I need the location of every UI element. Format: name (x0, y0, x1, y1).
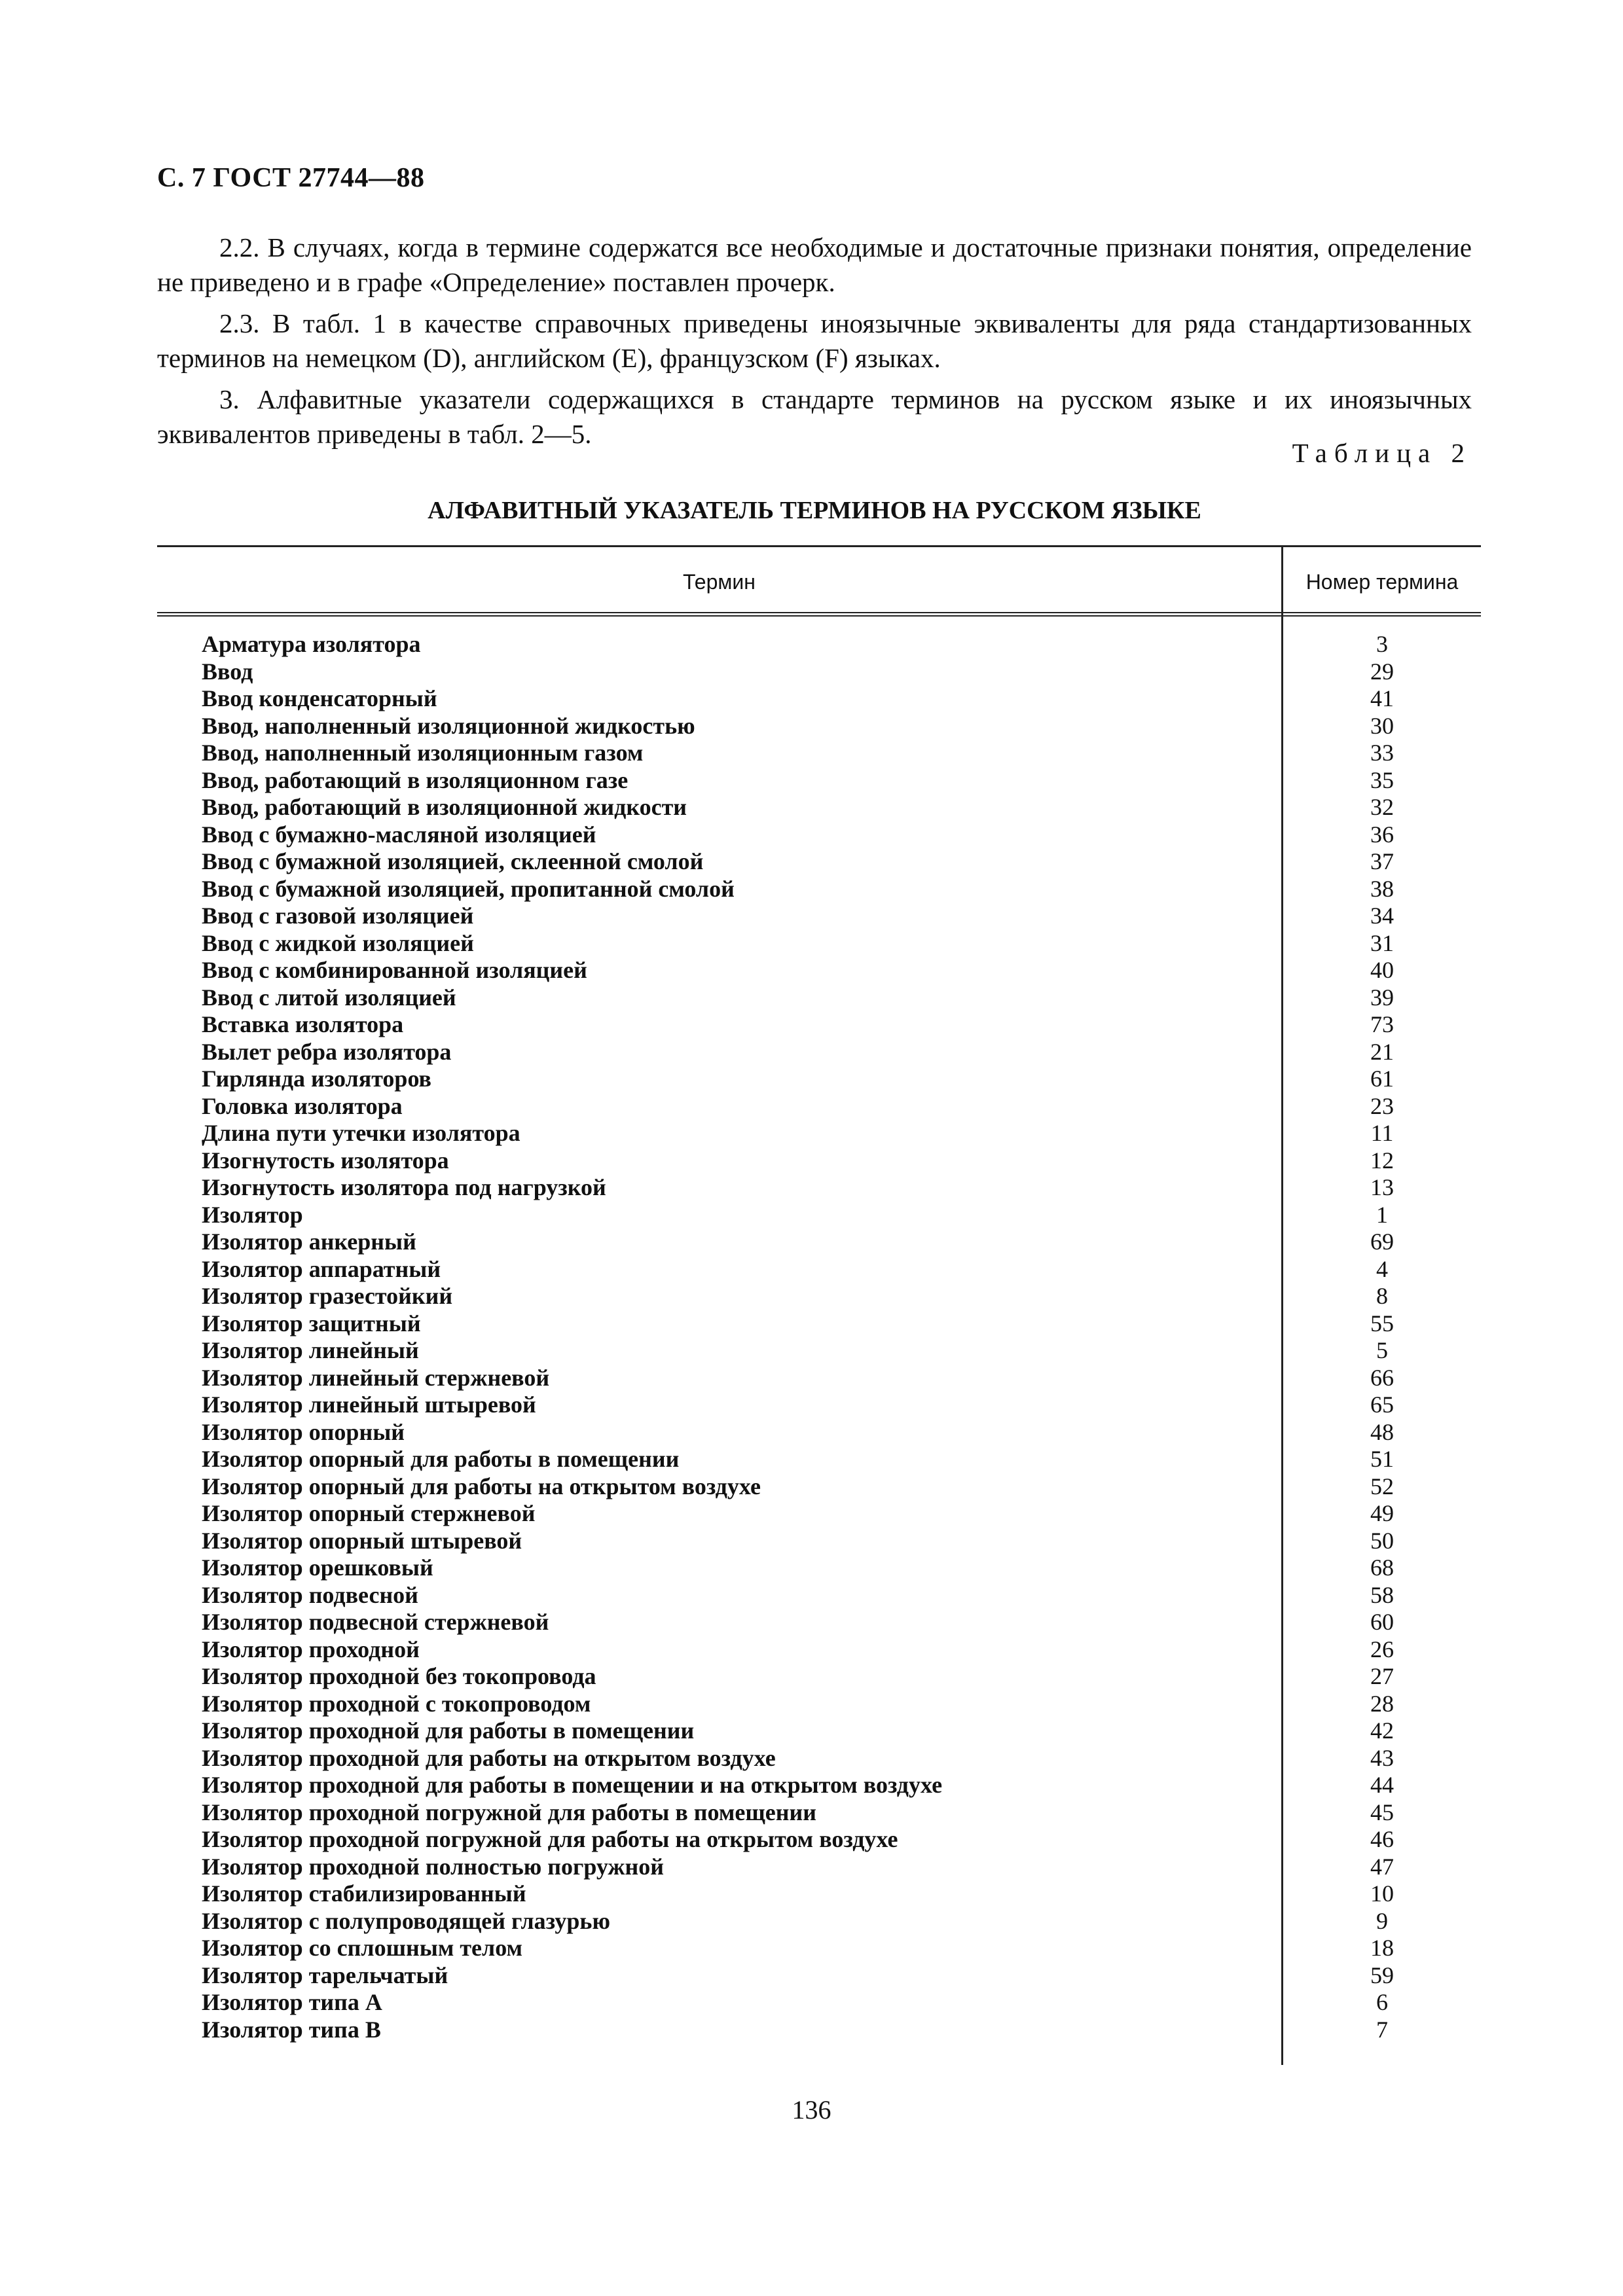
number-cell: 60 (1370, 1609, 1394, 1635)
table-row (157, 1473, 1481, 1501)
number-cell: 45 (1370, 1799, 1394, 1825)
number-cell: 23 (1370, 1092, 1394, 1119)
number-cell: 34 (1370, 903, 1394, 929)
table-row (157, 821, 1481, 849)
number-cell: 55 (1370, 1310, 1394, 1336)
table-row (157, 1636, 1481, 1664)
table-row (157, 957, 1481, 984)
term-cell: Изолятор проходной (202, 1636, 420, 1662)
term-cell: Изолятор орешковый (202, 1554, 433, 1581)
table-row (157, 713, 1481, 740)
number-cell: 66 (1370, 1364, 1394, 1391)
table-row (157, 1093, 1481, 1121)
term-cell: Изолятор аппаратный (202, 1255, 441, 1282)
table-row (157, 903, 1481, 930)
table-row (157, 1772, 1481, 1799)
table-row (157, 1880, 1481, 1908)
number-cell: 5 (1376, 1337, 1388, 1363)
number-cell: 27 (1370, 1663, 1394, 1689)
term-cell: Изолятор анкерный (202, 1229, 416, 1255)
page-number: 136 (792, 2095, 831, 2125)
table-body (157, 631, 1481, 2043)
table-row (157, 1229, 1481, 1256)
table-row (157, 984, 1481, 1012)
term-cell: Ввод, работающий в изоляционном газе (202, 766, 629, 793)
term-cell: Ввод с литой изоляцией (202, 984, 456, 1011)
number-cell: 46 (1370, 1826, 1394, 1852)
number-cell: 52 (1370, 1473, 1394, 1499)
term-cell: Изолятор линейный штыревой (202, 1391, 536, 1418)
table-row (157, 1989, 1481, 2017)
table-row (157, 1935, 1481, 1962)
header-double-rule (157, 612, 1481, 617)
term-cell: Изолятор проходной с токопроводом (202, 1690, 591, 1717)
number-cell: 73 (1370, 1011, 1394, 1037)
table-row (157, 1745, 1481, 1772)
paragraph-2-2: 2.2. В случаях, когда в термине содержатся все необходимые и достаточные признаки понятия, определение не приведено и в графе «Определение» поставлен прочерк. (157, 232, 1472, 297)
term-cell: Изолятор опорный для работы в помещении (202, 1446, 680, 1472)
term-cell: Изолятор стабилизированный (202, 1880, 526, 1907)
column-header-term: Термин (683, 570, 756, 594)
term-cell: Вылет ребра изолятора (202, 1038, 452, 1065)
term-cell: Изолятор опорный для работы на открытом воздухе (202, 1473, 761, 1499)
intro-text (157, 230, 1472, 458)
term-cell: Ввод конденсаторный (202, 685, 437, 711)
table-row (157, 1962, 1481, 1990)
number-cell: 35 (1370, 766, 1394, 793)
table-row (157, 767, 1481, 795)
number-cell: 51 (1370, 1446, 1394, 1472)
number-cell: 48 (1370, 1418, 1394, 1445)
table-row (157, 876, 1481, 903)
term-cell: Изолятор (202, 1201, 303, 1228)
number-cell: 59 (1370, 1962, 1394, 1988)
number-cell: 69 (1370, 1229, 1394, 1255)
number-cell: 58 (1370, 1581, 1394, 1608)
term-cell: Вставка изолятора (202, 1011, 404, 1037)
term-cell: Изолятор линейный (202, 1337, 419, 1363)
table-row (157, 1799, 1481, 1827)
number-cell: 38 (1370, 875, 1394, 902)
table-row (157, 1337, 1481, 1365)
number-cell: 29 (1370, 658, 1394, 685)
term-cell: Изолятор гразестойкий (202, 1283, 453, 1309)
number-cell: 44 (1370, 1772, 1394, 1798)
number-cell: 42 (1370, 1717, 1394, 1744)
term-cell: Изолятор опорный (202, 1418, 405, 1445)
term-cell: Изолятор проходной погружной для работы на открытом воздухе (202, 1826, 898, 1852)
term-cell: Ввод с жидкой изоляцией (202, 929, 474, 956)
number-cell: 28 (1370, 1690, 1394, 1717)
term-cell: Изолятор опорный стержневой (202, 1500, 536, 1526)
term-cell: Изогнутость изолятора (202, 1147, 449, 1174)
term-cell: Изолятор опорный штыревой (202, 1527, 522, 1554)
table-row (157, 740, 1481, 767)
term-cell: Изолятор подвесной (202, 1581, 418, 1608)
number-cell: 49 (1370, 1500, 1394, 1526)
table-row (157, 1609, 1481, 1636)
number-cell: 21 (1370, 1038, 1394, 1065)
table-row (157, 1391, 1481, 1419)
number-cell: 11 (1370, 1120, 1394, 1146)
number-cell: 33 (1370, 740, 1394, 766)
table-row (157, 2017, 1481, 2044)
term-cell: Гирлянда изоляторов (202, 1066, 431, 1092)
term-cell: Ввод с комбинированной изоляцией (202, 957, 587, 983)
number-cell: 3 (1376, 631, 1388, 657)
table-row (157, 1310, 1481, 1338)
table-row (157, 794, 1481, 821)
table-row (157, 1283, 1481, 1310)
number-cell: 13 (1370, 1174, 1394, 1200)
number-cell: 39 (1370, 984, 1394, 1011)
term-cell: Ввод с бумажной изоляцией, склеенной смолой (202, 848, 704, 874)
table-row (157, 1500, 1481, 1528)
table-row (157, 1854, 1481, 1881)
table-row (157, 1202, 1481, 1229)
term-cell: Изолятор проходной для работы на открытом воздухе (202, 1744, 776, 1771)
term-cell: Изолятор со сплошным телом (202, 1935, 523, 1961)
term-cell: Изолятор проходной полностью погружной (202, 1853, 665, 1880)
table-row (157, 1826, 1481, 1854)
number-cell: 40 (1370, 957, 1394, 983)
table-row (157, 1446, 1481, 1473)
table-row (157, 631, 1481, 658)
term-cell: Арматура изолятора (202, 631, 421, 657)
table-row (157, 1365, 1481, 1392)
table-row (157, 1256, 1481, 1283)
number-cell: 36 (1370, 821, 1394, 848)
number-cell: 6 (1376, 1989, 1388, 2015)
number-cell: 1 (1376, 1201, 1388, 1228)
table-row (157, 1120, 1481, 1147)
page-header: С. 7 ГОСТ 27744—88 (157, 163, 425, 193)
term-cell: Ввод, наполненный изоляционным газом (202, 740, 644, 766)
number-cell: 7 (1376, 2016, 1388, 2043)
term-cell: Ввод, наполненный изоляционной жидкостью (202, 712, 695, 739)
number-cell: 10 (1370, 1880, 1394, 1907)
number-cell: 4 (1376, 1255, 1388, 1282)
term-cell: Изолятор проходной для работы в помещении (202, 1717, 695, 1744)
table-row (157, 930, 1481, 958)
table-row (157, 1174, 1481, 1202)
table-row (157, 1011, 1481, 1039)
number-cell: 47 (1370, 1853, 1394, 1880)
table-title: АЛФАВИТНЫЙ УКАЗАТЕЛЬ ТЕРМИНОВ НА РУССКОМ ЯЗЫКЕ (428, 497, 1201, 524)
number-cell: 68 (1370, 1554, 1394, 1581)
number-cell: 32 (1370, 794, 1394, 820)
term-cell: Ввод с газовой изоляцией (202, 903, 474, 929)
term-cell: Ввод (202, 658, 253, 685)
table-row (157, 1419, 1481, 1446)
table-row (157, 848, 1481, 876)
term-cell: Изолятор типа А (202, 1989, 382, 2015)
term-cell: Изолятор проходной для работы в помещении и на открытом воздухе (202, 1772, 943, 1798)
table-row (157, 1691, 1481, 1718)
table-row (157, 1908, 1481, 1935)
table-row (157, 1554, 1481, 1582)
table-row (157, 658, 1481, 686)
number-cell: 30 (1370, 712, 1394, 739)
term-cell: Головка изолятора (202, 1092, 403, 1119)
number-cell: 61 (1370, 1066, 1394, 1092)
paragraph-3: 3. Алфавитные указатели содержащихся в стандарте терминов на русском языке и их иноязычных эквивалентов приведены в табл. 2—5. (157, 384, 1472, 449)
number-cell: 9 (1376, 1907, 1388, 1934)
term-cell: Длина пути утечки изолятора (202, 1120, 520, 1146)
number-cell: 37 (1370, 848, 1394, 874)
term-index-table (157, 545, 1481, 2065)
term-cell: Изогнутость изолятора под нагрузкой (202, 1174, 606, 1200)
table-row (157, 1582, 1481, 1609)
number-cell: 65 (1370, 1391, 1394, 1418)
term-cell: Изолятор линейный стержневой (202, 1364, 550, 1391)
term-cell: Ввод, работающий в изоляционной жидкости (202, 794, 687, 820)
number-cell: 31 (1370, 929, 1394, 956)
table-row (157, 1039, 1481, 1066)
number-cell: 12 (1370, 1147, 1394, 1174)
table-row (157, 685, 1481, 713)
number-cell: 43 (1370, 1744, 1394, 1771)
paragraph-2-3: 2.3. В табл. 1 в качестве справочных приведены иноязычные эквиваленты для ряда стандартизованных терминов на немецком (D), английском (E), французском (F) языках. (157, 308, 1472, 373)
column-header-number: Номер термина (1305, 570, 1459, 594)
term-cell: Изолятор типа В (202, 2016, 381, 2043)
table-row (157, 1663, 1481, 1691)
number-cell: 41 (1370, 685, 1394, 711)
term-cell: Изолятор проходной без токопровода (202, 1663, 596, 1689)
table-row (157, 1528, 1481, 1555)
term-cell: Ввод с бумажной изоляцией, пропитанной смолой (202, 875, 735, 902)
term-cell: Ввод с бумажно-масляной изоляцией (202, 821, 596, 848)
table-label: Таблица 2 (1292, 438, 1472, 468)
term-cell: Изолятор подвесной стержневой (202, 1609, 549, 1635)
term-cell: Изолятор с полупроводящей глазурью (202, 1907, 610, 1934)
term-cell: Изолятор тарельчатый (202, 1962, 448, 1988)
table-row (157, 1066, 1481, 1093)
number-cell: 8 (1376, 1283, 1388, 1309)
table-row (157, 1717, 1481, 1745)
number-cell: 26 (1370, 1636, 1394, 1662)
table-row (157, 1147, 1481, 1175)
term-cell: Изолятор проходной погружной для работы в помещении (202, 1799, 816, 1825)
term-cell: Изолятор защитный (202, 1310, 421, 1336)
number-cell: 50 (1370, 1527, 1394, 1554)
number-cell: 18 (1370, 1935, 1394, 1961)
